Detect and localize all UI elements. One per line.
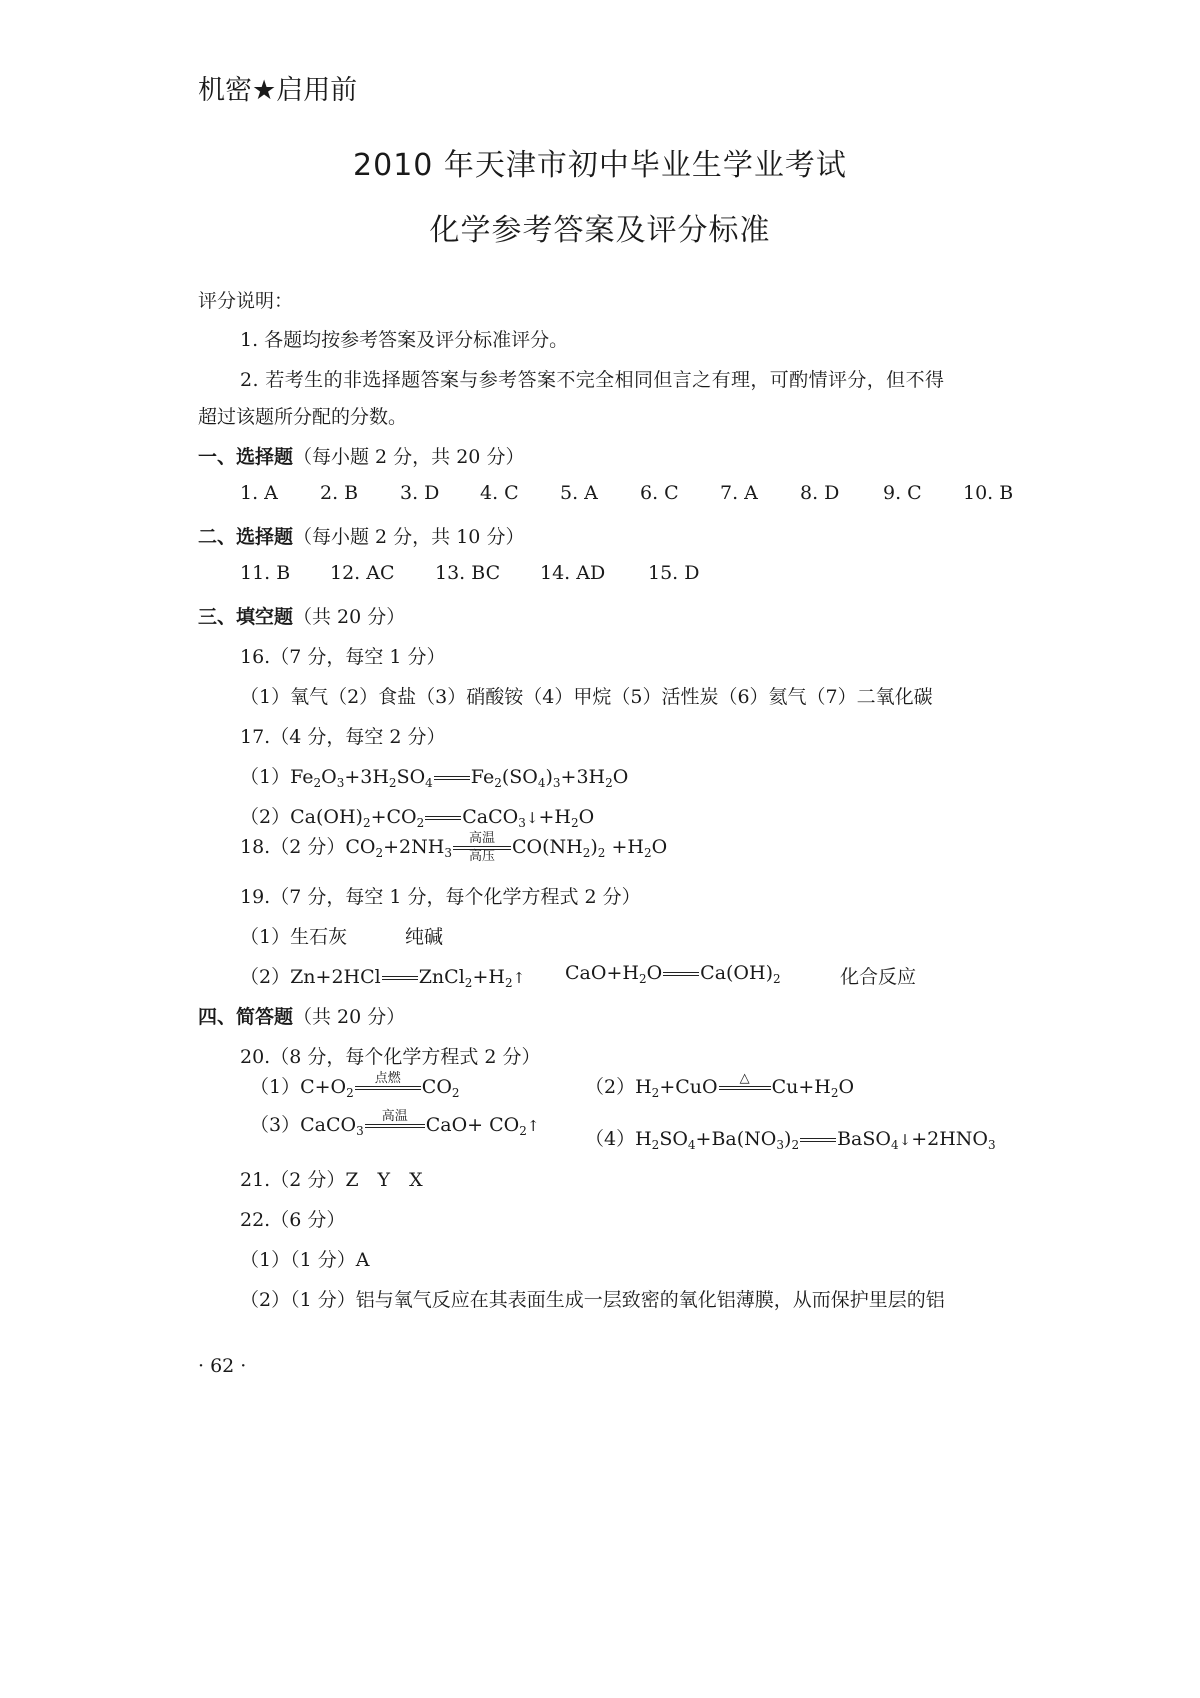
question-20-4-equation: $(4)H_2SO_4+Ba(NO_3)_2$ $BaSO_4↓+2HNO_3$ (585, 1128, 996, 1152)
answer: 8. D (800, 482, 840, 504)
answer: 4. C (480, 482, 519, 504)
question-22-heading: 22.（6 分） (240, 1209, 346, 1231)
item-label: （4） (585, 1128, 636, 1150)
question-17-1-equation: $(1)Fe_2O_3+3H_2SO_4$ $Fe_2(SO_4)_3+3H_2O$ (240, 766, 629, 790)
answer: 12. AC (330, 562, 395, 584)
section-3-heading (198, 602, 405, 629)
item-label: （1） (250, 1076, 301, 1098)
answer: 6. C (640, 482, 679, 504)
section-label: 二、选择题 (198, 526, 294, 548)
item-label: （2） (240, 806, 291, 828)
scoring-note-2b: 超过该题所分配的分数。 (198, 406, 408, 428)
question-19-2-equation-2: $CaO+H_2O$ $Ca(OH)_2$ (565, 962, 781, 986)
question-16-answer: （1）氧气（2）食盐（3）硝酸铵（4）甲烷（5）活性炭（6）氦气（7）二氧化碳 (240, 686, 933, 708)
question-21-answer: 21.（2 分）Z Y X (240, 1169, 423, 1191)
section-note: （共 20 分） (293, 606, 406, 628)
question-20-heading: 20.（8 分，每个化学方程式 2 分） (240, 1046, 541, 1068)
item-label: （2） (240, 966, 291, 988)
section-4-heading (198, 1002, 405, 1029)
condition-bottom: 高压 (468, 849, 495, 864)
answer: 2. B (320, 482, 359, 504)
item-label: 18.（2 分） (240, 836, 346, 858)
question-19-1-answer-b: 纯碱 (405, 926, 444, 948)
scoring-note-2a: 2. 若考生的非选择题答案与参考答案不完全相同但言之有理，可酌情评分，但不得 (240, 369, 945, 391)
section-2-heading (198, 522, 524, 549)
condition-top: 高温 (381, 1109, 408, 1124)
section-label: 四、简答题 (198, 1006, 294, 1028)
question-20-3-equation: （3）CaCO$_3$ 高温 $CaO+ CO_2↑$ (250, 1109, 540, 1138)
document-subtitle: 化学参考答案及评分标准 (429, 213, 771, 248)
item-label: （1） (240, 766, 291, 788)
question-20-2-equation: $(2)H_2+CuO$ △ $Cu+H_2O$ (585, 1071, 855, 1100)
condition-top: △ (739, 1071, 750, 1086)
section-note: （每小题 2 分，共 20 分） (293, 446, 525, 468)
condition-top: 点燃 (374, 1071, 401, 1086)
answer: 7. A (720, 482, 758, 504)
answer: 10. B (963, 482, 1014, 504)
section-label: 一、选择题 (198, 446, 294, 468)
question-19-1-answer: （1）生石灰 (240, 926, 348, 948)
item-label: （2） (585, 1076, 636, 1098)
answer: 5. A (560, 482, 598, 504)
scoring-note-1: 1. 各题均按参考答案及评分标准评分。 (240, 329, 569, 351)
section-note: （每小题 2 分，共 10 分） (293, 526, 525, 548)
question-18-equation: 18.（2 分）$CO_2+2NH_3$ 高温 高压 $CO(NH_2)_2 +H_2O$ (240, 831, 668, 864)
section-1-heading (198, 442, 524, 469)
condition-top: 高温 (468, 831, 495, 846)
exam-title: 2010 年天津市初中毕业生学业考试 (353, 148, 847, 183)
answer: 1. A (240, 482, 278, 504)
section-note: （共 20 分） (293, 1006, 406, 1028)
item-label: （3） (250, 1114, 301, 1136)
answer: 9. C (883, 482, 922, 504)
answer: 14. AD (540, 562, 606, 584)
page-number: · 62 · (198, 1355, 247, 1377)
answer: 3. D (400, 482, 440, 504)
question-20-1-equation: $(1)C+O_2$ 点燃 $CO_2$ (250, 1071, 460, 1100)
question-16-heading: 16.（7 分，每空 1 分） (240, 646, 446, 668)
question-22-2-answer: （2）（1 分）铝与氧气反应在其表面生成一层致密的氧化铝薄膜，从而保护里层的铝 (240, 1289, 945, 1311)
question-17-heading: 17.（4 分，每空 2 分） (240, 726, 446, 748)
question-19-heading: 19.（7 分，每空 1 分，每个化学方程式 2 分） (240, 886, 641, 908)
question-19-2-equation-1: （2）Zn+2HCl $ZnCl_2+H_2↑$ (240, 966, 526, 990)
answer: 11. B (240, 562, 291, 584)
confidential-mark: 机密★启用前 (198, 75, 358, 106)
question-19-2-reaction-type: 化合反应 (840, 966, 917, 988)
question-17-2-equation: $(2)Ca(OH)_2+CO_2$ $CaCO_3↓+H_2O$ (240, 806, 595, 830)
question-22-1-answer: （1）（1 分）A (240, 1249, 370, 1271)
answer: 13. BC (435, 562, 501, 584)
scoring-notes-heading: 评分说明： (198, 290, 294, 312)
answer: 15. D (648, 562, 700, 584)
section-label: 三、填空题 (198, 606, 294, 628)
